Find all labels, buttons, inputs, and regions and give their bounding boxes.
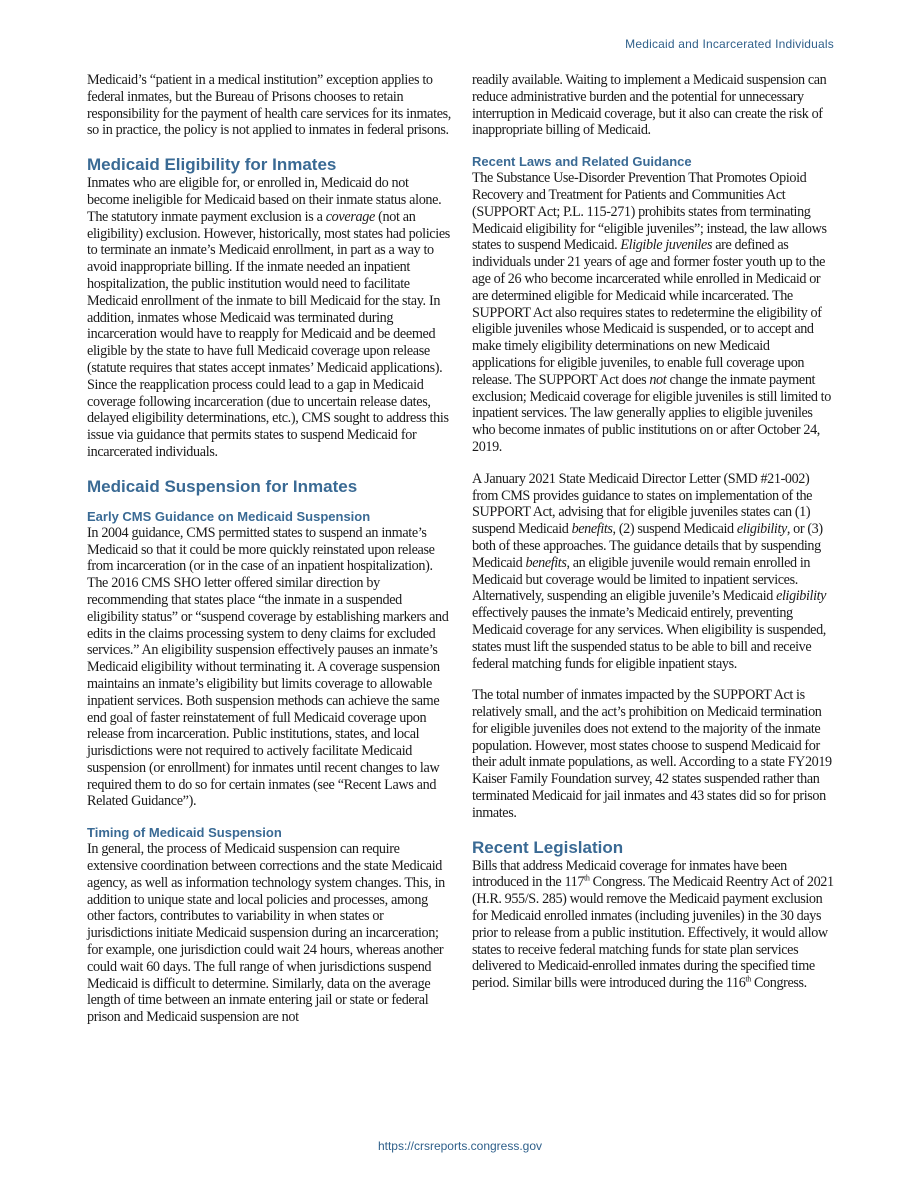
subheading-recent-laws: Recent Laws and Related Guidance [472,154,692,170]
legislation-paragraph: Bills that address Medicaid coverage for inmates have been introduced in the 117th Congress. The Medicaid Reentry Act of 2021 (H.R. 955/S. 285) would remove the Medicaid payment exclusion for Medicaid enrolled inmates (including juveniles) in the 30 days prior to release from a public institution. Effectively, it would allow states to receive federal matching funds for state plan services delivered to Medicaid-enrolled inmates during the specified time period. Similar bills were introduced during the 116th Congress. [472,857,834,992]
heading-medicaid-eligibility: Medicaid Eligibility for Inmates [87,155,337,175]
subheading-early-cms-guidance: Early CMS Guidance on Medicaid Suspension [87,508,371,524]
running-header: Medicaid and Incarcerated Individuals [625,37,834,51]
continued-paragraph: readily available. Waiting to implement a Medicaid suspension can reduce administrative burden and the potential for unnecessary interruption in Medicaid coverage, but it also can create the risk of inappropriate billing of Medicaid. [472,72,827,139]
smd-letter-paragraph: A January 2021 State Medicaid Director Letter (SMD #21-002) from CMS provides guidance to states on implementation of the SUPPORT Act, advising that for eligible juveniles states can (1) suspend Medicaid benefits, (2) suspend Medicaid eligibility, or (3) both of these approaches. The guidance details that by suspending Medicaid benefits, an eligible juvenile would remain enrolled in Medicaid but coverage would be limited to inpatient services. Alternatively, suspending an eligible juvenile’s Medicaid eligibility effectively pauses the inmate’s Medicaid entirely, preventing Medicaid coverage for any services. When eligibility is suspended, states must lift the suspended status to be able to bill and receive federal matching funds for eligible inpatient stays. [472,470,827,672]
heading-medicaid-suspension: Medicaid Suspension for Inmates [87,476,358,496]
right-column [472,72,836,1007]
heading-recent-legislation: Recent Legislation [472,837,624,857]
footer-url-link[interactable]: https://crsreports.congress.gov [377,1139,543,1153]
left-column [87,72,451,1041]
support-act-paragraph: The Substance Use-Disorder Prevention That Promotes Opioid Recovery and Treatment for Patients and Communities Act (SUPPORT Act; P.L. 115-271) prohibits states from terminating Medicaid eligibility for “eligible juveniles”; instead, the law allows states to suspend Medicaid. Eligible juveniles are defined as individuals under 21 years of age and former foster youth up to the age of 26 who become incarcerated while enrolled in Medicaid or are determined eligible for Medicaid while incarcerated. The SUPPORT Act also requires states to redetermine the eligibility of eligible juveniles whose Medicaid is suspended, or to accept and make timely eligibility determinations on new Medicaid applications for eligible juveniles, to enable full coverage upon release. The SUPPORT Act does not change the inmate payment exclusion; Medicaid coverage for eligible juveniles is still limited to inpatient services. The law generally applies to eligible juveniles who become inmates of public institutions on or after October 24, 2019. [472,170,831,455]
total-inmates-paragraph: The total number of inmates impacted by the SUPPORT Act is relatively small, and the act’s prohibition on Medicaid termination for eligible juveniles does not extend to the majority of the inmate population. However, most states choose to suspend Medicaid for their adult inmate populations, as well. According to a state FY2019 Kaiser Family Foundation survey, 42 states suspended rather than terminated Medicaid for jail inmates and 43 states did so for prison inmates. [472,687,832,821]
subheading-timing: Timing of Medicaid Suspension [87,825,282,841]
early-guidance-paragraph: In 2004 guidance, CMS permitted states to suspend an inmate’s Medicaid so that it could be more quickly reinstated upon release from incarceration (or in the case of an inpatient hospitalization). The 2016 CMS SHO letter offered similar direction by recommending that states place “the inmate in a suspended eligibility status” or “suspend coverage by establishing markers and edits in the claims processing system to deny claims for excluded services.” An eligibility suspension effectively pauses an inmate’s Medicaid eligibility without terminating it. A coverage suspension maintains an inmate’s eligibility but limits coverage to allowable inpatient services. Both suspension methods can achieve the same end goal of faster reinstatement of full Medicaid coverage upon release from incarceration. Public institutions, states, and local jurisdictions were not required to actively facilitate Medicaid suspension (or enrollment) for inmates until recent changes to law required them to do so for certain inmates (see “Recent Laws and Related Guidance”). [87,524,449,810]
timing-paragraph: In general, the process of Medicaid suspension can require extensive coordination between corrections and the state Medicaid agency, as well as information technology system changes. This, in addition to unique state and local policies and processes, among other factors, contributes to variability in when states or jurisdictions initiate Medicaid suspension during an incarceration; for example, one jurisdiction could wait 24 hours, whereas another could wait 60 days. The full range of when jurisdictions suspend Medicaid is difficult to determine. Similarly, data on the average length of time between an inmate entering jail or state or federal prison and Medicaid suspension are not [87,841,445,1026]
intro-paragraph: Medicaid’s “patient in a medical institution” exception applies to federal inmates, but the Bureau of Prisons chooses to retain responsibility for the payment of health care services for its inmates, so in practice, the policy is not applied to inmates in federal prisons. [87,72,452,139]
eligibility-paragraph: Inmates who are eligible for, or enrolled in, Medicaid do not become ineligible for Medicaid based on their inmate status alone. The statutory inmate payment exclusion is a coverage (not an eligibility) exclusion. However, historically, most states had policies to terminate an inmate’s Medicaid enrollment, in part as a way to avoid inappropriate billing. If the inmate needed an inpatient hospitalization, the public institution would need to facilitate Medicaid enrollment of the inmate to bill Medicaid for the stay. In addition, inmates whose Medicaid was terminated during incarceration would have to reapply for Medicaid and be deemed eligible by the state to have full Medicaid coverage upon release (statute requires that states accept inmates’ Medicaid applications). Since the reapplication process could lead to a gap in Medicaid coverage following incarceration (due to uncertain release dates, delayed eligibility determinations, etc.), CMS sought to address this issue via guidance that permits states to suspend Medicaid for incarcerated individuals. [87,175,450,460]
